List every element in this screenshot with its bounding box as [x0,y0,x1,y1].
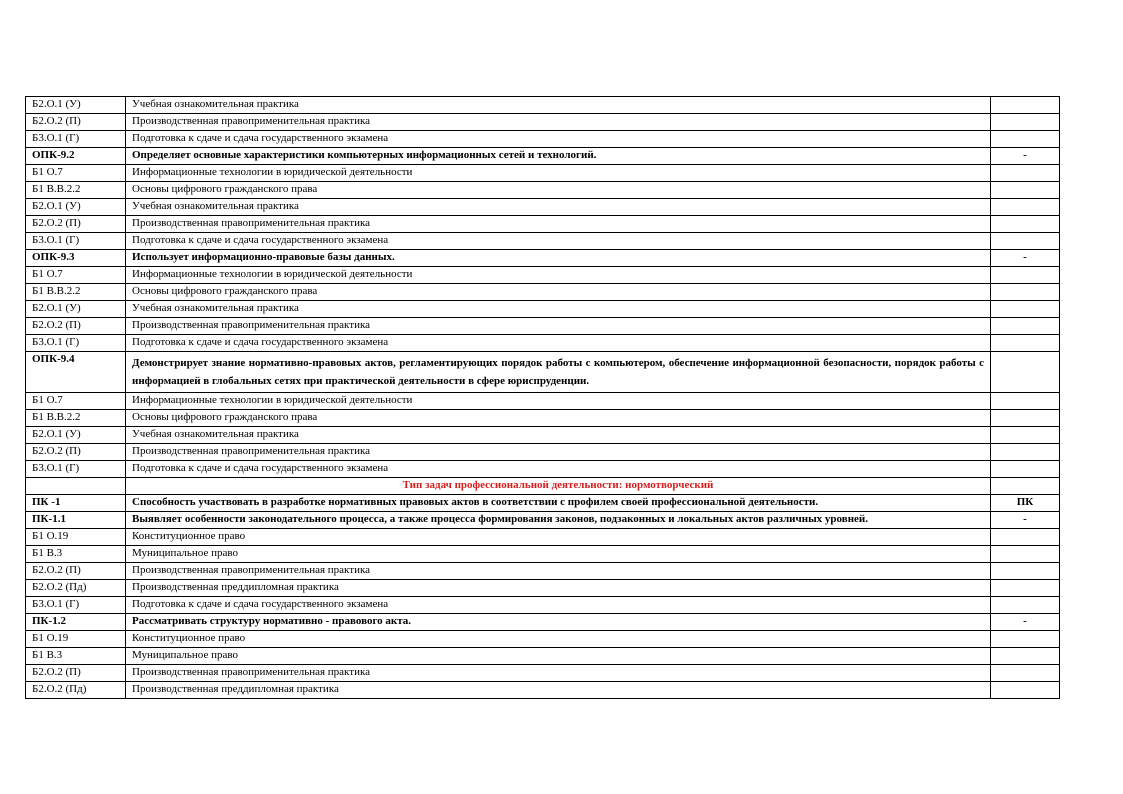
row-mark [991,682,1060,699]
row-mark [991,199,1060,216]
row-description: Выявляет особенности законодательного процесса, а также процесса формирования законов, подзаконных и локальных актов различных уровней. [126,512,991,529]
row-mark [991,444,1060,461]
row-code: ОПК-9.3 [26,250,126,267]
row-description: Учебная ознакомительная практика [126,301,991,318]
row-description: Муниципальное право [126,648,991,665]
discipline-row [26,529,1060,546]
discipline-row [26,267,1060,284]
row-code: Б1 В.В.2.2 [26,284,126,301]
discipline-row [26,284,1060,301]
row-description: Производственная правоприменительная практика [126,563,991,580]
row-code: Б2.О.1 (У) [26,97,126,114]
row-description: Способность участвовать в разработке нормативных правовых актов в соответствии с профилем своей профессиональной деятельности. [126,495,991,512]
row-description: Информационные технологии в юридической деятельности [126,267,991,284]
row-description: Учебная ознакомительная практика [126,199,991,216]
discipline-row [26,597,1060,614]
row-mark [991,131,1060,148]
discipline-row [26,97,1060,114]
row-mark [991,393,1060,410]
row-mark [991,97,1060,114]
row-mark [991,267,1060,284]
row-code: ОПК-9.2 [26,148,126,165]
row-mark [991,597,1060,614]
row-description: Основы цифрового гражданского права [126,410,991,427]
row-description: Подготовка к сдаче и сдача государственного экзамена [126,335,991,352]
row-mark [991,580,1060,597]
row-code: Б2.О.1 (У) [26,427,126,444]
row-mark [991,461,1060,478]
row-code: Б1 О.19 [26,631,126,648]
row-code: Б1 О.19 [26,529,126,546]
row-description: Производственная преддипломная практика [126,682,991,699]
row-code: ПК-1.2 [26,614,126,631]
row-description: Подготовка к сдаче и сдача государственного экзамена [126,461,991,478]
row-mark: - [991,512,1060,529]
row-description: Учебная ознакомительная практика [126,427,991,444]
row-mark [991,631,1060,648]
discipline-row [26,631,1060,648]
discipline-row [26,199,1060,216]
row-code: ПК -1 [26,495,126,512]
discipline-row [26,410,1060,427]
row-code: Б3.О.1 (Г) [26,461,126,478]
row-description: Подготовка к сдаче и сдача государственного экзамена [126,597,991,614]
row-mark [991,665,1060,682]
row-description: Учебная ознакомительная практика [126,97,991,114]
row-mark: ПК [991,495,1060,512]
row-mark [991,301,1060,318]
row-code: Б2.О.2 (Пд) [26,682,126,699]
discipline-row [26,682,1060,699]
row-mark [991,114,1060,131]
competency-row [26,614,1060,631]
row-code: Б2.О.2 (П) [26,114,126,131]
discipline-row [26,580,1060,597]
row-code: Б2.О.2 (П) [26,216,126,233]
row-description: Использует информационно-правовые базы данных. [126,250,991,267]
discipline-row [26,461,1060,478]
discipline-row [26,335,1060,352]
row-code: Б1 В.3 [26,648,126,665]
row-description: Производственная преддипломная практика [126,580,991,597]
row-description: Производственная правоприменительная практика [126,216,991,233]
row-mark [991,648,1060,665]
row-mark [991,182,1060,199]
row-description: Информационные технологии в юридической деятельности [126,393,991,410]
row-description: Производственная правоприменительная практика [126,318,991,335]
row-mark [991,529,1060,546]
row-code: Б2.О.1 (У) [26,199,126,216]
row-code: Б1 В.В.2.2 [26,410,126,427]
row-code: ОПК-9.4 [26,352,126,393]
discipline-row [26,182,1060,199]
row-code: Б3.О.1 (Г) [26,597,126,614]
row-mark [991,318,1060,335]
row-mark [991,335,1060,352]
row-code: Б1 В.3 [26,546,126,563]
row-mark [991,216,1060,233]
row-code: Б3.О.1 (Г) [26,335,126,352]
row-mark [991,165,1060,182]
competency-row [26,148,1060,165]
discipline-row [26,301,1060,318]
row-description: Подготовка к сдаче и сдача государственного экзамена [126,233,991,250]
discipline-row [26,648,1060,665]
row-code: Б2.О.2 (П) [26,563,126,580]
row-mark: - [991,148,1060,165]
competency-matrix-body [26,97,1060,699]
row-description: Основы цифрового гражданского права [126,284,991,301]
row-code: Б3.О.1 (Г) [26,131,126,148]
row-code: Б2.О.1 (У) [26,301,126,318]
row-description: Муниципальное право [126,546,991,563]
row-description: Рассматривать структуру нормативно - правового акта. [126,614,991,631]
row-mark [991,284,1060,301]
discipline-row [26,165,1060,182]
row-description: Демонстрирует знание нормативно-правовых актов, регламентирующих порядок работы с компьютером, обеспечение информационной безопасности, порядок работы с информацией в глобальных сетях при практической деятельности в сфере юриспруденции. [126,352,991,393]
row-mark [991,352,1060,393]
row-code: Б2.О.2 (П) [26,318,126,335]
row-code: Б1 О.7 [26,165,126,182]
discipline-row [26,114,1060,131]
discipline-row [26,131,1060,148]
row-code: Б2.О.2 (П) [26,444,126,461]
discipline-row [26,427,1060,444]
discipline-row [26,233,1060,250]
discipline-row [26,216,1060,233]
row-code: ПК-1.1 [26,512,126,529]
row-description: Производственная правоприменительная практика [126,444,991,461]
competency-row [26,512,1060,529]
discipline-row [26,665,1060,682]
row-code: Б1 О.7 [26,267,126,284]
row-code: Б3.О.1 (Г) [26,233,126,250]
row-description: Производственная правоприменительная практика [126,665,991,682]
discipline-row [26,546,1060,563]
row-mark [991,478,1060,495]
row-description: Конституционное право [126,529,991,546]
row-mark [991,546,1060,563]
row-description: Подготовка к сдаче и сдача государственного экзамена [126,131,991,148]
section-title: Тип задач профессиональной деятельности: нормотворческий [126,478,991,495]
row-description: Основы цифрового гражданского права [126,182,991,199]
row-code: Б2.О.2 (П) [26,665,126,682]
discipline-row [26,393,1060,410]
row-code: Б1 О.7 [26,393,126,410]
section-header-row [26,478,1060,495]
discipline-row [26,318,1060,335]
row-description: Информационные технологии в юридической деятельности [126,165,991,182]
discipline-row [26,563,1060,580]
row-description: Производственная правоприменительная практика [126,114,991,131]
competency-row [26,250,1060,267]
row-description: Определяет основные характеристики компьютерных информационных сетей и технологий. [126,148,991,165]
row-code: Б2.О.2 (Пд) [26,580,126,597]
row-mark: - [991,250,1060,267]
row-mark [991,233,1060,250]
competency-row [26,495,1060,512]
row-code [26,478,126,495]
row-description: Конституционное право [126,631,991,648]
discipline-row [26,444,1060,461]
row-mark [991,410,1060,427]
row-code: Б1 В.В.2.2 [26,182,126,199]
competency-matrix-table [25,96,1060,699]
competency-row [26,352,1060,393]
row-mark [991,563,1060,580]
row-mark [991,427,1060,444]
row-mark: - [991,614,1060,631]
